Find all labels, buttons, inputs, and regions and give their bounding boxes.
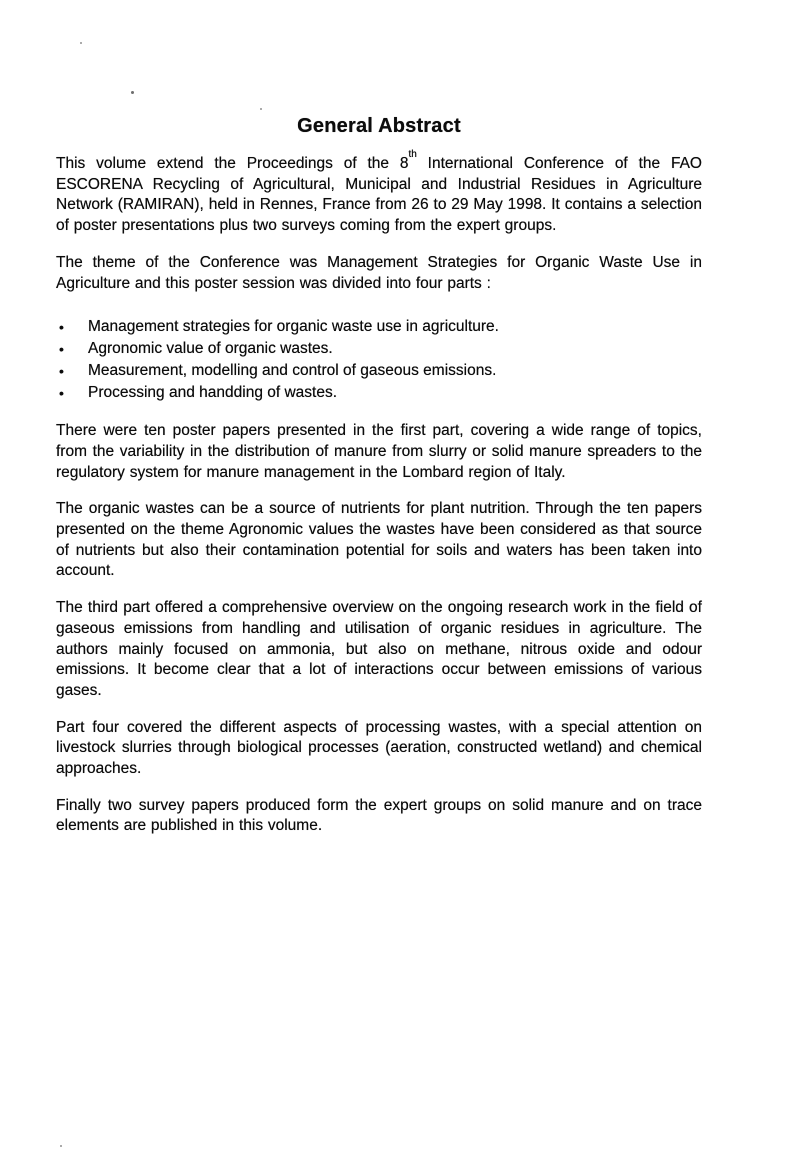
list-item-label: Measurement, modelling and control of gaseous emissions.	[88, 362, 497, 380]
paragraph-intro	[56, 148, 702, 237]
abstract-content	[56, 112, 702, 853]
list-item-management	[56, 316, 702, 338]
bullet-icon: •	[59, 341, 64, 358]
list-item-label: Management strategies for organic waste use in agriculture.	[88, 318, 499, 336]
list-item-processing	[56, 382, 702, 404]
paragraph-first-part: There were ten poster papers presented in the first part, covering a wide range of topics, from the variability in the distribution of manure from slurry or solid manure spreaders to the regulatory system for manure management in the Lombard region of Italy.	[56, 422, 702, 481]
intro-text-start: This volume extend the Proceedings of the 8	[56, 155, 409, 172]
list-item-measurement	[56, 360, 702, 382]
bullet-icon: •	[59, 385, 64, 402]
bullet-icon: •	[59, 363, 64, 380]
intro-text-end: International Conference of the FAO ESCORENA Recycling of Agricultural, Municipal and Industrial Residues in Agriculture Network (RAMIRAN), held in Rennes, France from 26 to 29 May 1998. It contains a selection of poster presentations plus two surveys coming from the expert groups.	[56, 155, 702, 235]
list-item-agronomic	[56, 338, 702, 360]
page-title: General Abstract	[297, 115, 461, 137]
bullet-icon: •	[59, 319, 64, 336]
paragraph-surveys: Finally two survey papers produced form the expert groups on solid manure and on trace elements are published in this volume.	[56, 796, 702, 835]
paragraph-processing-wastes: Part four covered the different aspects of processing wastes, with a special attention on livestock slurries through biological processes (aeration, constructed wetland) and chemical approaches.	[56, 718, 702, 778]
scan-speck	[60, 1145, 62, 1147]
scan-speck	[260, 108, 262, 110]
paragraph-gaseous-emissions: The third part offered a comprehensive overview on the ongoing research work in the field of gaseous emissions from handling and utilisation of organic residues in agriculture. The authors mainly focused on ammonia, but also on methane, nitrous oxide and odour emissions. It become clear that a lot of interactions occur between emissions of various gases.	[56, 599, 702, 699]
conference-parts-list	[56, 316, 702, 404]
list-item-label: Agronomic value of organic wastes.	[88, 340, 333, 358]
scan-speck	[131, 91, 134, 94]
ordinal-superscript: th	[408, 148, 417, 160]
list-item-label: Processing and handding of wastes.	[88, 384, 338, 402]
paragraph-theme: The theme of the Conference was Management Strategies for Organic Waste Use in Agriculture and this poster session was divided into four parts :	[56, 253, 702, 292]
scan-speck	[80, 42, 82, 44]
paragraph-agronomic-values: The organic wastes can be a source of nutrients for plant nutrition. Through the ten papers presented on the theme Agronomic values the wastes have been considered as that source of nutrients but also their contamination potential for soils and waters has been taken into account.	[56, 500, 702, 580]
